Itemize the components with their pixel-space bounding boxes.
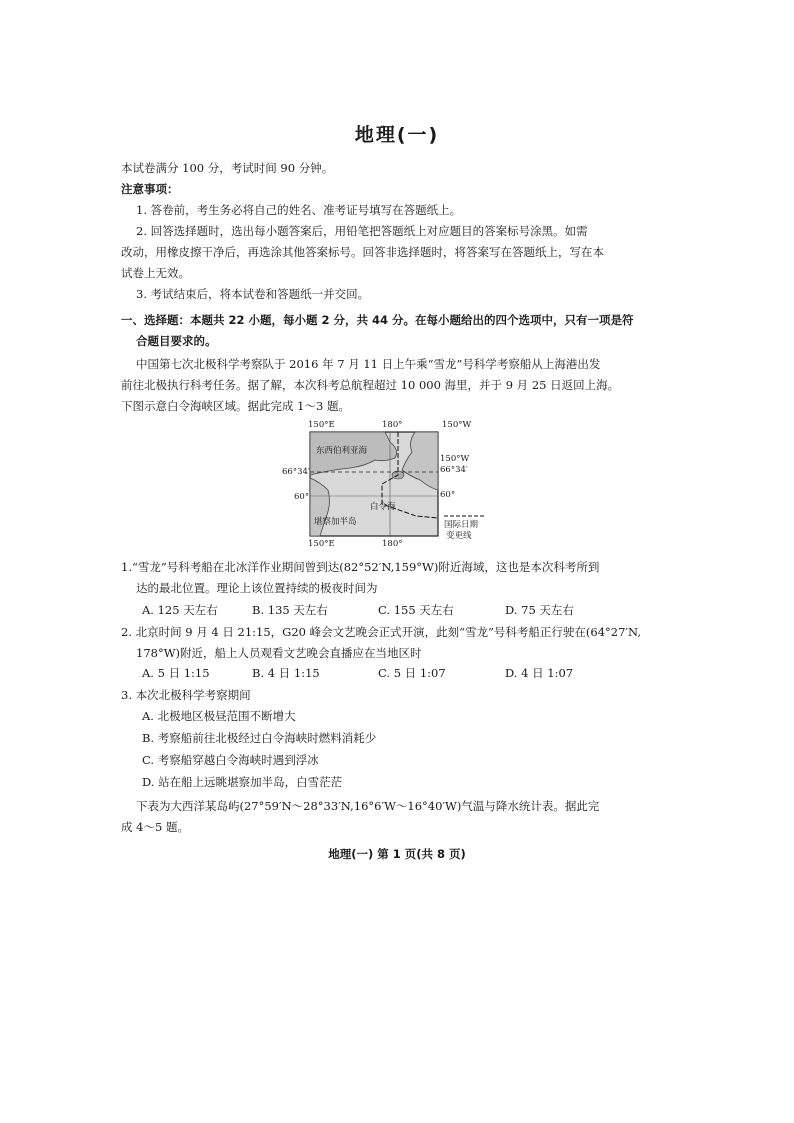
q3-option-c: C. 考察船穿越白令海峡时遇到浮冰: [142, 753, 319, 767]
map-region-kamchatka: 堪察加半岛: [314, 517, 357, 527]
material-1-line-1: 中国第七次北极科学考察队于 2016 年 7 月 11 日上午乘“雪龙”号科学考察船从上海港出发: [136, 357, 601, 371]
q3-option-d: D. 站在船上远眺堪察加半岛，白雪茫茫: [142, 775, 343, 789]
map-region-east-siberian-sea: 东西伯利亚海: [316, 446, 368, 456]
notice-heading: 注意事项：: [121, 182, 179, 196]
q2-stem-line-2: 178°W)附近，船上人员观看文艺晚会直播应在当地区时: [136, 646, 422, 660]
q1-option-c: C. 155 天左右: [378, 603, 454, 617]
q1-stem-line-1: 1.“雪龙”号科考船在北冰洋作业期间曾到达(82°52′N,159°W)附近海域，这也是本次科考所到: [121, 560, 600, 574]
bering-strait-map: [282, 420, 498, 550]
section-heading-cont: 合题目要求的。: [136, 334, 217, 348]
q2-option-c: C. 5 日 1:07: [378, 666, 446, 680]
map-legend-label-2: 变更线: [446, 531, 472, 541]
q3-stem: 3. 本次北极科学考察期间: [121, 688, 251, 702]
notice-item-1: 1. 答卷前，考生务必将自己的姓名、准考证号填写在答题纸上。: [136, 203, 462, 217]
q3-option-a: A. 北极地区极昼范围不断增大: [142, 709, 296, 723]
q2-option-b: B. 4 日 1:15: [252, 666, 320, 680]
notice-item-3: 3. 考试结束后，将本试卷和答题纸一并交回。: [136, 287, 370, 301]
q2-option-a: A. 5 日 1:15: [142, 666, 210, 680]
map-label-top-180: 180°: [382, 420, 403, 430]
q1-option-b: B. 135 天左右: [252, 603, 328, 617]
map-label-left-60: 60°: [294, 492, 310, 502]
map-label-top-150e: 150°E: [308, 420, 335, 430]
material-2-line-1: 下表为大西洋某岛屿(27°59′N～28°33′N,16°6′W～16°40′W)气温与降水统计表。据此完: [136, 799, 600, 813]
map-label-bottom-150e: 150°E: [308, 539, 335, 549]
notice-item-2: 2. 回答选择题时，选出每小题答案后，用铅笔把答题纸上对应题目的答案标号涂黑。如需: [136, 224, 588, 238]
q2-stem-line-1: 2. 北京时间 9 月 4 日 21:15，G20 峰会文艺晚会正式开演，此刻“雪龙”号科考船正行驶在(64°27′N,: [121, 625, 642, 639]
map-legend-label-1: 国际日期: [444, 520, 479, 530]
q1-option-d: D. 75 天左右: [505, 603, 574, 617]
section-heading: 一、选择题：本题共 22 小题，每小题 2 分，共 44 分。在每小题给出的四个选项中，只有一项是符: [121, 313, 634, 327]
map-label-bottom-180: 180°: [382, 539, 403, 549]
q1-stem-line-2: 达的最北位置。理论上该位置持续的极夜时间为: [136, 581, 378, 595]
page-footer: 地理(一) 第 1 页(共 8 页): [328, 847, 466, 861]
notice-item-2-cont: 改动，用橡皮擦干净后，再选涂其他答案标号。回答非选择题时，将答案写在答题纸上，写在本: [121, 245, 604, 259]
map-label-left-6634: 66°34′: [282, 467, 310, 477]
map-label-top-150w: 150°W: [442, 420, 472, 430]
q1-option-a: A. 125 天左右: [142, 603, 218, 617]
map-region-bering-sea: 白令海: [370, 502, 396, 512]
q2-option-d: D. 4 日 1:07: [505, 666, 574, 680]
map-label-right-150w: 150°W: [440, 454, 470, 464]
page-title: 地理(一): [354, 124, 440, 146]
q3-option-b: B. 考察船前往北极经过白令海峡时燃料消耗少: [142, 731, 377, 745]
exam-intro: 本试卷满分 100 分，考试时间 90 分钟。: [121, 161, 334, 175]
material-1-line-2: 前往北极执行科考任务。据了解，本次科考总航程超过 10 000 海里，并于 9 月 25 日返回上海。: [121, 378, 620, 392]
material-2-line-2: 成 4～5 题。: [121, 820, 189, 834]
map-label-right-60: 60°: [440, 490, 456, 500]
notice-item-2-end: 试卷上无效。: [121, 266, 190, 280]
map-label-right-6634: 66°34′: [440, 465, 468, 475]
material-1-line-3: 下图示意白令海峡区域。据此完成 1～3 题。: [121, 399, 350, 413]
